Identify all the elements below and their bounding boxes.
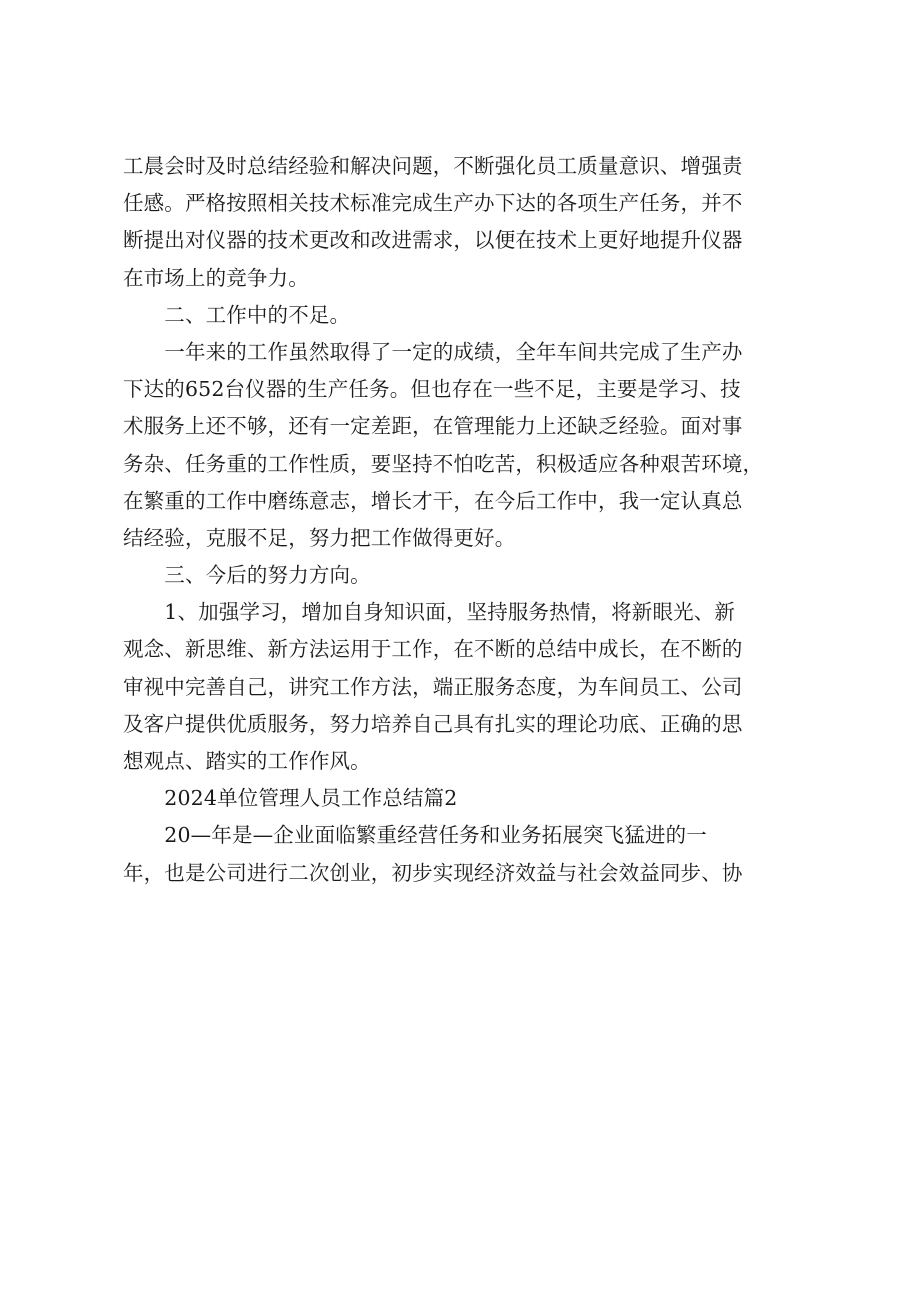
text-line: 术服务上还不够，还有一定差距，在管理能力上还缺乏经验。面对事 xyxy=(123,414,743,439)
text-line: 下达的652台仪器的生产任务。但也存在一些不足，主要是学习、技 xyxy=(123,377,741,402)
text-line: 工晨会时及时总结经验和解决问题，不断强化员工质量意识、增强责 xyxy=(123,154,743,178)
section-heading: 二、工作中的不足。 xyxy=(123,302,351,327)
text-line: 想观点、踏实的工作作风。 xyxy=(123,749,371,773)
text-line: 审视中完善自己，讲究工作方法，端正服务态度，为车间员工、公司 xyxy=(123,674,743,699)
text-line: 任感。严格按照相关技术标准完成生产办下达的各项生产任务，并不 xyxy=(123,191,743,216)
document-body xyxy=(123,148,823,892)
text-line: 结经验，克服不足，努力把工作做得更好。 xyxy=(123,525,516,550)
text-line: 断提出对仪器的技术更改和改进需求，以便在技术上更好地提升仪器 xyxy=(123,228,743,253)
text-line: 观念、新思维、新方法运用于工作，在不断的总结中成长，在不断的 xyxy=(123,637,743,662)
text-line: 及客户提供优质服务，努力培养自己具有扎实的理论功底、正确的思 xyxy=(123,711,743,736)
text-line: 务杂、任务重的工作性质，要坚持不怕吃苦，积极适应各种艰苦环境， xyxy=(123,451,764,476)
text-line: 20—年是—企业面临繁重经营任务和业务拓展突飞猛进的一 xyxy=(123,823,707,848)
text-line: 在市场上的竞争力。 xyxy=(123,265,309,290)
text-line: 在繁重的工作中磨练意志，增长才干，在今后工作中，我一定认真总 xyxy=(123,488,743,513)
text-line: 年，也是公司进行二次创业，初步实现经济效益与社会效益同步、协 xyxy=(123,860,743,885)
text-line: 1、加强学习，增加自身知识面，坚持服务热情，将新眼光、新 xyxy=(123,600,736,625)
article-title: 2024单位管理人员工作总结篇2 xyxy=(123,786,458,811)
text-line: 一年来的工作虽然取得了一定的成绩，全年车间共完成了生产办 xyxy=(123,339,743,364)
section-heading: 三、今后的努力方向。 xyxy=(123,563,371,588)
